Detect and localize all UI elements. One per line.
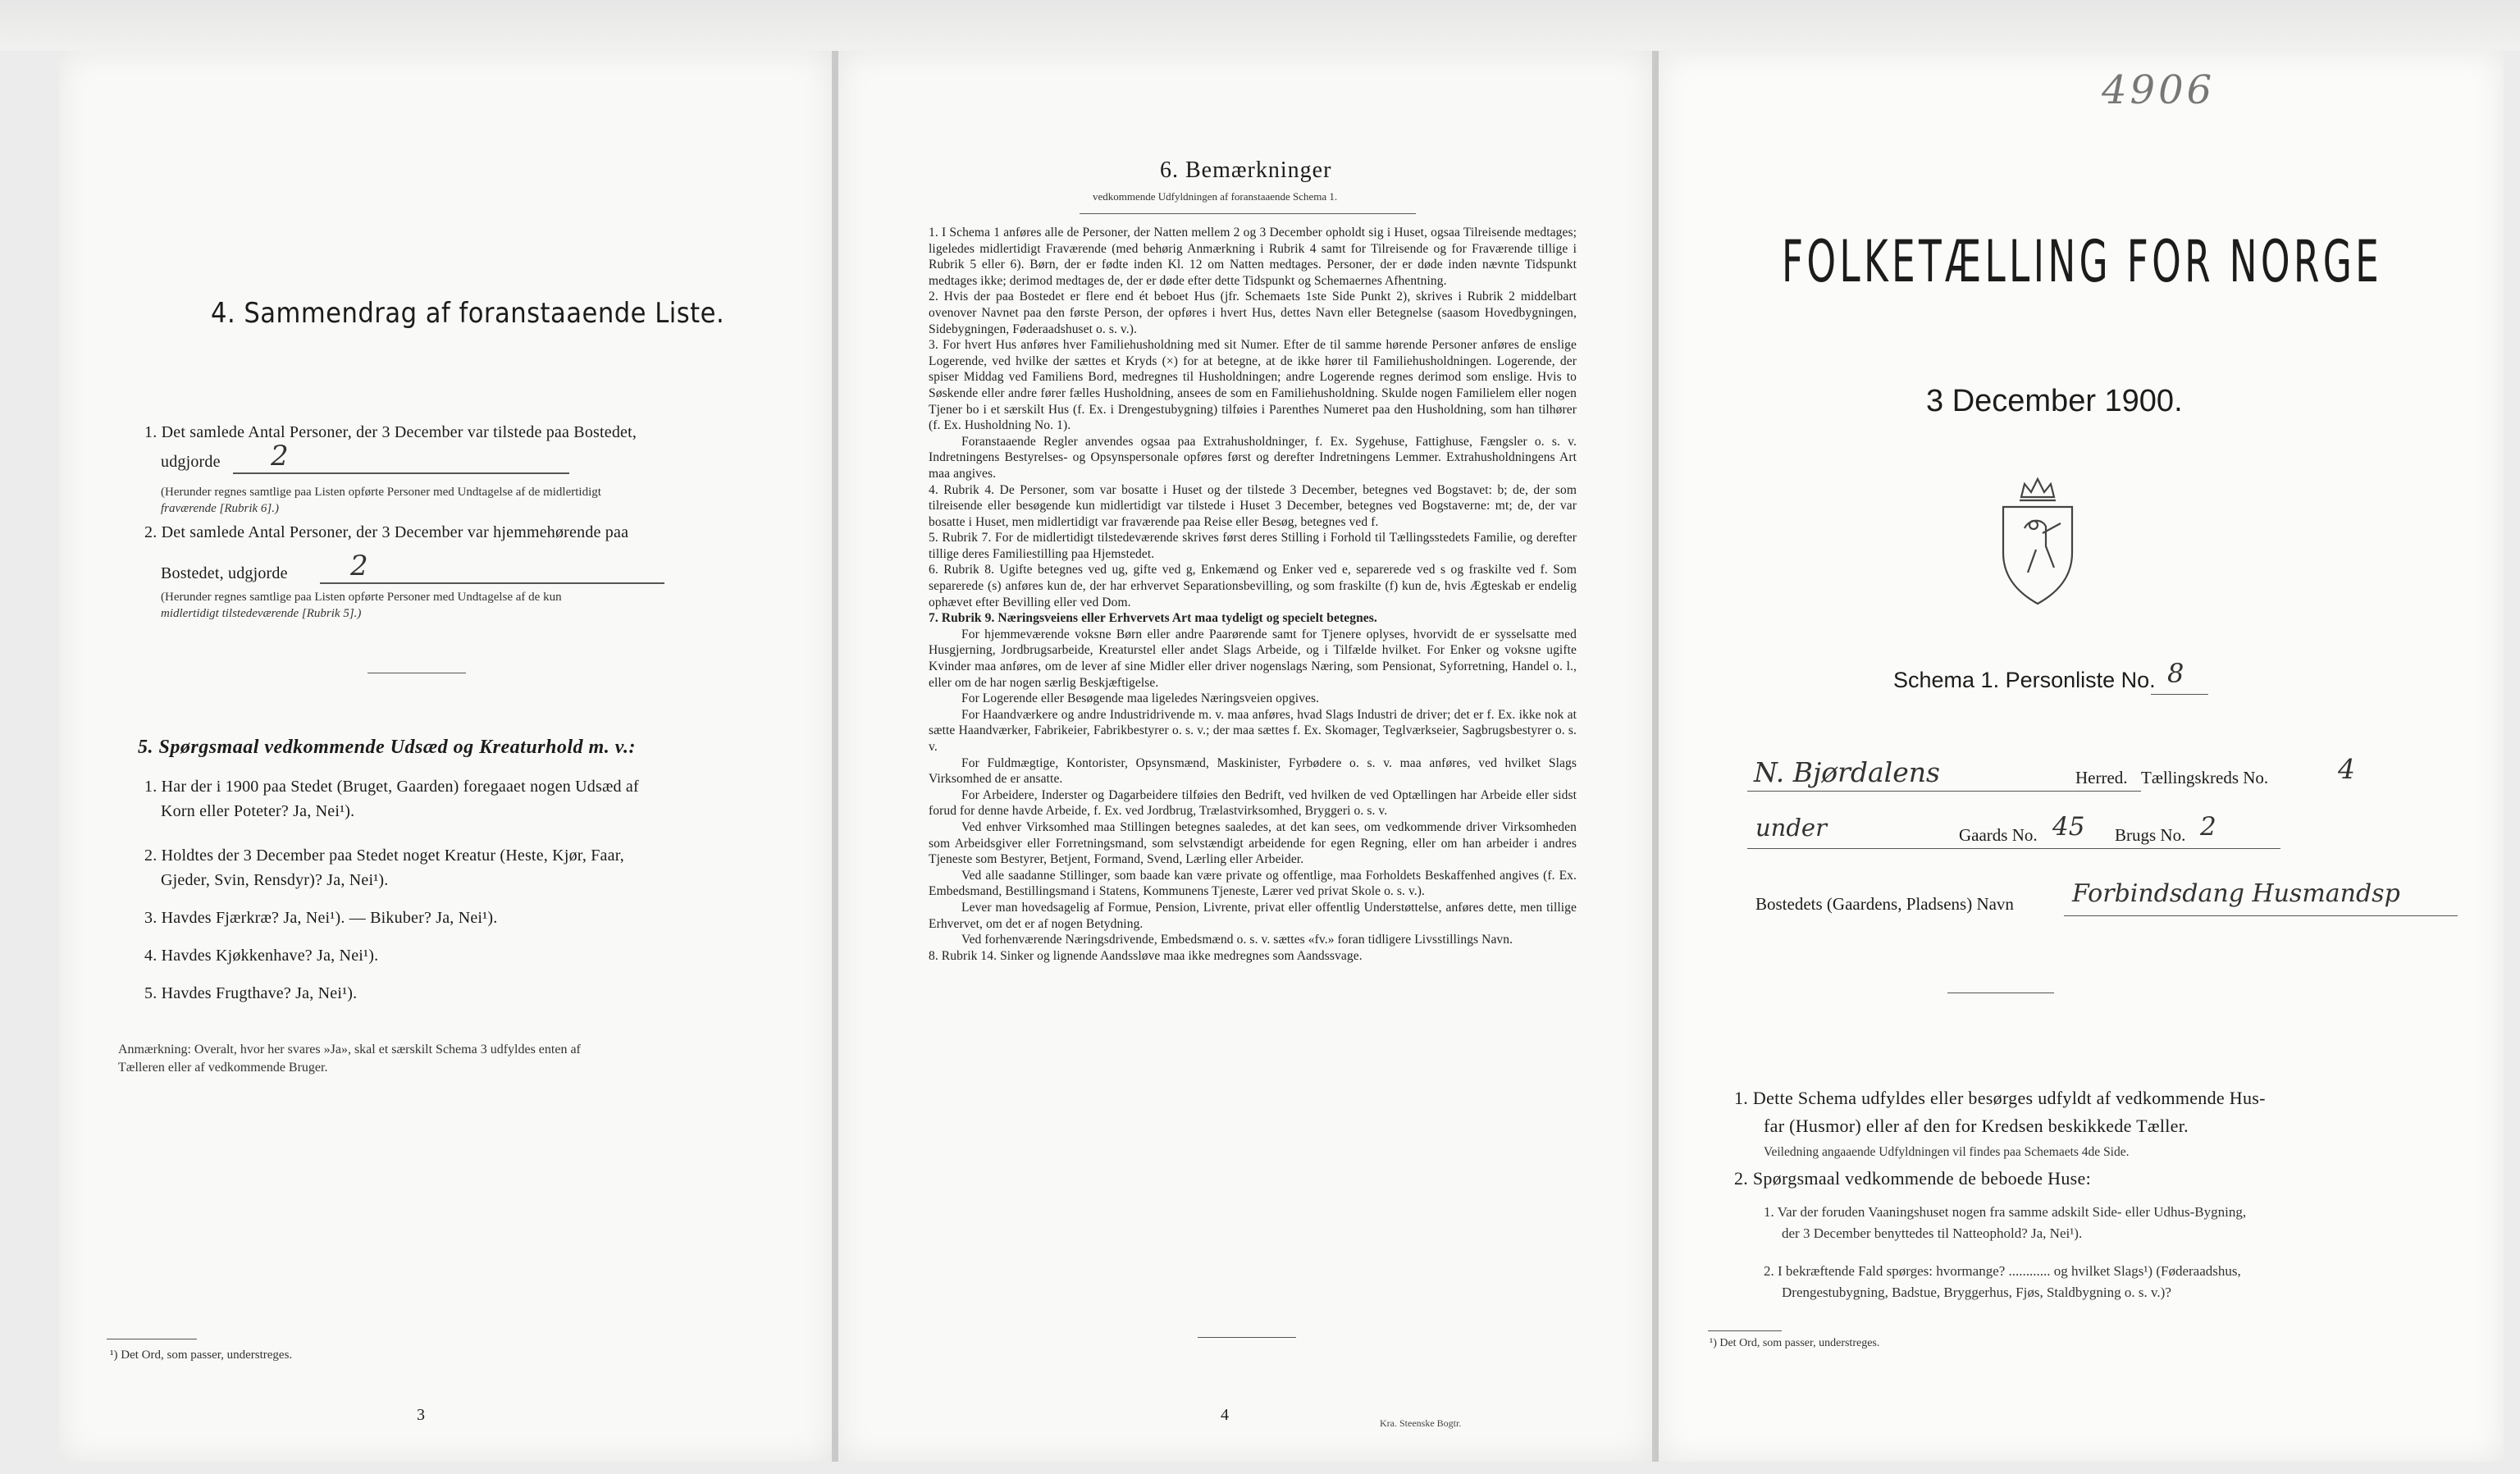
bosted-value: Forbindsdang Husmandsp xyxy=(2072,879,2400,908)
house-q1-line1: 1. Var der foruden Vaaningshuset nogen fra samme adskilt Side- eller Udhus-Bygning, xyxy=(1764,1204,2247,1220)
taellingskreds-value: 4 xyxy=(2338,753,2355,785)
remark-line2: Tælleren eller af vedkommende Bruger. xyxy=(118,1061,328,1075)
fill-line xyxy=(2151,694,2208,695)
section4-item1-note1: (Herunder regnes samtlige paa Listen opførte Personer med Undtagelse af de midlertidigt xyxy=(161,486,601,499)
fill-line xyxy=(233,472,569,474)
section4-item2-note2: midlertidigt tilstedeværende [Rubrik 5].) xyxy=(161,607,362,620)
section4-item2-note1: (Herunder regnes samtlige paa Listen opførte Personer med Undtagelse af de kun xyxy=(161,591,562,604)
fill-line xyxy=(1747,791,2141,792)
coat-of-arms-icon xyxy=(1988,471,2087,610)
remark-paragraph: Ved alle saadanne Stillinger, som baade kan være private og offentlige, maa Forholdets Beskaffenhed angives (f. Ex. Embedsmand, Bestillingsmand i Statens, Kommunens Tjeneste, Lærer ved privat Skole o. s. v.). xyxy=(929,868,1577,899)
remark-paragraph: 6. Rubrik 8. Ugifte betegnes ved ug, gifte ved g, Enkemænd og Enker ved e, separerede ved s og fraskilte ved f. Som separerede (s) anføres kun de, der har erhvervet Separationsbevilling, og som fraskilte (f) kun de, hvis Ægteskab er endelig ophævet efter Bevilling eller ved Dom. xyxy=(929,563,1577,609)
house-q1-line2: der 3 December benyttedes til Natteophold? Ja, Nei¹). xyxy=(1782,1225,2083,1241)
section5-q3: 3. Havdes Fjærkræ? Ja, Nei¹). — Bikuber? Ja, Nei¹). xyxy=(144,909,498,927)
herred-label: Herred. xyxy=(2075,768,2128,787)
instruction1-line2: far (Husmor) eller af den for Kredsen beskikkede Tæller. xyxy=(1764,1116,2189,1136)
remark-paragraph: 7. Rubrik 9. Næringsveiens eller Erhvervets Art maa tydeligt og specielt betegnes. xyxy=(929,611,1377,626)
page-number: 4 xyxy=(1221,1406,1229,1424)
remark-paragraph: 4. Rubrik 4. De Personer, som var bosatte i Huset og der tilstede 3 December, betegnes ved Bogstavet: b; de, der som tilreisende eller besøgende kun midlertidigt var tilstede i Huset 3 December, betegnes ved Bogstaverne: mt; de, der var bosatte i Huset, men midlertidigt var fraværende paa Reise eller Besøg, betegnes ved f. xyxy=(929,482,1577,529)
under-value: under xyxy=(1755,814,1827,842)
remark-paragraph: For Arbeidere, Inderster og Dagarbeidere tilføies den Bedrift, ved hvilken de ved Optællingen har Arbeide eller sidst forud for denne havde Arbeide, f. Ex. ved Jordbrug, Trælastvirksomhed, Bryggeri o. s. v. xyxy=(929,787,1577,819)
house-q2-line2: Drengestubygning, Badstue, Bryggerhus, Fjøs, Staldbygning o. s. v.)? xyxy=(1782,1285,2171,1300)
schema-label: Schema 1. Personliste No. xyxy=(1893,668,2156,692)
fill-line xyxy=(320,582,664,584)
section5-q5: 5. Havdes Frugthave? Ja, Nei¹). xyxy=(144,984,358,1002)
section4-item1-note2: fraværende [Rubrik 6].) xyxy=(161,502,280,515)
brugs-label: Brugs No. xyxy=(2115,825,2186,845)
herred-value: N. Bjørdalens xyxy=(1754,756,1940,788)
section5-q1-line2: Korn eller Poteter? Ja, Nei¹). xyxy=(161,802,355,820)
instruction1-note: Veiledning angaaende Udfyldningen vil findes paa Schemaets 4de Side. xyxy=(1764,1145,2130,1159)
section4-item1-line1: 1. Det samlede Antal Personer, der 3 December var tilstede paa Bostedet, xyxy=(144,423,637,441)
remark-paragraph: For Fuldmægtige, Kontorister, Opsynsmænd, Maskinister, Fyrbødere o. s. v. maa anføres, ved hvilket Slags Virksomhed de er ansatte. xyxy=(929,755,1577,787)
remark-paragraph: Lever man hovedsagelig af Formue, Pension, Livrente, privat eller offentlig Understøttelse, anføres dette, men tillige Erhvervet, om det er af nogen Betydning. xyxy=(929,900,1577,931)
house-q2-line1: 2. I bekræftende Fald spørges: hvormange? ............ og hvilket Slags¹) (Føderaadshus, xyxy=(1764,1263,2241,1279)
fill-line xyxy=(2064,915,2458,916)
section4-item1-label: udgjorde xyxy=(161,453,221,471)
brugs-value: 2 xyxy=(2200,812,2216,842)
remark-paragraph: Foranstaaende Regler anvendes ogsaa paa Extrahusholdninger, f. Ex. Sygehuse, Fattighuse, Fængsler o. s. v. Indretningens Bestyrelses- og Opsynspersonale opføres først og derefter Indretningens Lemmer. Extrahusholdningens Art maa angives. xyxy=(929,434,1577,481)
footnote: ¹) Det Ord, som passer, understreges. xyxy=(110,1349,293,1362)
instruction1-line1: 1. Dette Schema udfyldes eller besørges udfyldt af vedkommende Hus- xyxy=(1734,1088,2266,1108)
scan-top-edge xyxy=(0,0,2520,51)
divider xyxy=(1198,1337,1296,1338)
footnote: ¹) Det Ord, som passer, understreges. xyxy=(1710,1337,1880,1349)
remark-paragraph: Ved enhver Virksomhed maa Stillingen betegnes saaledes, at det kan sees, om vedkommende driver Virksomheden som Arbeidsgiver eller Forretningsmand, som selvstændigt arbeidende for egen Regning, eller om han arbeider i andres Tjeneste som Bestyrer, Betjent, Formand, Svend, Lærling eller Arbeider. xyxy=(929,819,1577,867)
section5-q1-line1: 1. Har der i 1900 paa Stedet (Bruget, Gaarden) foregaaet nogen Udsæd af xyxy=(144,778,639,796)
section4-item1-value: 2 xyxy=(271,440,289,472)
gaards-label: Gaards No. xyxy=(1959,825,2038,845)
divider xyxy=(1080,213,1416,214)
form-title: FOLKETÆLLING FOR NORGE xyxy=(1782,228,2383,295)
section5-q4: 4. Havdes Kjøkkenhave? Ja, Nei¹). xyxy=(144,947,379,965)
gutter xyxy=(832,51,838,1462)
schema-number: 8 xyxy=(2167,658,2184,689)
section5-q2-line1: 2. Holdtes der 3 December paa Stedet noget Kreatur (Heste, Kjør, Faar, xyxy=(144,847,624,865)
remark-paragraph: 1. I Schema 1 anføres alle de Personer, der Natten mellem 2 og 3 December opholdt sig i Huset, ogsaa Tilreisende medtages; ligeledes midlertidigt Fraværende (med behørig Anmærkning i Rubrik 4 samt for Tilreisende og for Fraværende tillige i Rubrik 5 eller 6). Børn, der er fødte inden Kl. 12 om Natten medtages. Personer, der er døde inden nævnte Tidspunkt medtages ikke; derimod medtages de, der er døde efter dette Tidspunkt og Schemaernes Afhentning. xyxy=(929,226,1577,288)
left-page xyxy=(59,51,832,1462)
remark-paragraph: 8. Rubrik 14. Sinker og lignende Aandssløve maa ikke medregnes som Aandssvage. xyxy=(929,948,1363,963)
page-number: 3 xyxy=(417,1406,425,1424)
remark-line1: Anmærkning: Overalt, hvor her svares »Ja», skal et særskilt Schema 3 udfyldes enten af xyxy=(118,1043,581,1056)
section5-title: 5. Spørgsmaal vedkommende Udsæd og Kreaturhold m. v.: xyxy=(138,737,636,758)
remark-paragraph: 2. Hvis der paa Bostedet er flere end ét beboet Hus (jfr. Schemaets 1ste Side Punkt 2), skrives i Rubrik 2 middelbart ovenover Navnet paa den første Person, der opføres i hvert Hus, dettes Navn eller Betegnelse (saasom Hovedbygningen, Sidebygningen, Føderaadshuset o. s. v.). xyxy=(929,290,1577,336)
right-page xyxy=(1659,51,2504,1462)
gutter xyxy=(1652,51,1659,1462)
remarks-title: 6. Bemærkninger xyxy=(1160,157,1332,183)
remarks-subtitle: vedkommende Udfyldningen af foranstaaende Schema 1. xyxy=(1093,190,1338,203)
gaards-value: 45 xyxy=(2052,812,2085,842)
section4-item2-label: Bostedet, udgjorde xyxy=(161,564,288,582)
footnote-rule xyxy=(1708,1330,1782,1331)
remarks-body xyxy=(929,225,1577,964)
remark-paragraph: 5. Rubrik 7. For de midlertidigt tilstedeværende skrives først deres Stilling i Forhold til Tællingsstedets Familie, og derefter tillige deres Familiestilling paa Hjemstedet. xyxy=(929,531,1577,561)
middle-page xyxy=(838,51,1652,1462)
remark-paragraph: 3. For hvert Hus anføres hver Familiehusholdning med sit Numer. Efter de til samme hørende Personer anføres de enslige Logerende, ved hvilke der sættes et Kryds (×) for at betegne, at de ikke hører til Familiehusholdningen. Logerende, der spiser Middag ved Familiens Bord, medregnes til Husholdningen; andre Logerende regnes derimod som enslige. Hvis to Søskende eller andre fører fælles Husholdning, ansees de som en Familiehusholdning. Skulde nogen Familielem eller nogen Tjener bo i et særskilt Hus (f. Ex. i Drengestubygning) tilføies i Parenthes Numeret paa den Husholdning, som han tilhører (f. Ex. Husholdning No. 1). xyxy=(929,338,1577,433)
remark-paragraph: Ved forhenværende Næringsdrivende, Embedsmænd o. s. v. sættes «fv.» foran tidligere Livsstillings Navn. xyxy=(961,933,1513,947)
section4-item2-value: 2 xyxy=(350,550,368,582)
archive-number: 4906 xyxy=(2102,67,2216,113)
taellingskreds-label: Tællingskreds No. xyxy=(2141,768,2269,787)
instruction2: 2. Spørgsmaal vedkommende de beboede Huse: xyxy=(1734,1168,2091,1189)
remark-paragraph: For Haandværkere og andre Industridrivende m. v. maa anføres, hvad Slags Industri de driver; det er f. Ex. ikke nok at sætte Haandværker, Fabrikeier, Fabrikbestyrer o. s. v.; der maa sættes f. Ex. Skomager, Teglværkseier, Sagbrugsbestyrer o. s. v. xyxy=(929,707,1577,754)
fill-line xyxy=(1747,848,2280,849)
remark-paragraph: For Logerende eller Besøgende maa ligeledes Næringsveien opgives. xyxy=(961,691,1320,706)
section5-q2-line2: Gjeder, Svin, Rensdyr)? Ja, Nei¹). xyxy=(161,871,389,889)
form-date: 3 December 1900. xyxy=(1926,384,2183,418)
section4-item2-line1: 2. Det samlede Antal Personer, der 3 December var hjemmehørende paa xyxy=(144,523,629,541)
printer-mark: Kra. Steenske Bogtr. xyxy=(1380,1417,1462,1429)
section4-title: 4. Sammendrag af foranstaaende Liste. xyxy=(211,297,725,330)
bosted-label: Bostedets (Gaardens, Pladsens) Navn xyxy=(1755,894,2014,914)
remark-paragraph: For hjemmeværende voksne Børn eller andre Paarørende samt for Tjenere oplyses, hvorvidt de er sysselsatte med Husgjerning, Jordbrugsarbeide, Kreaturstel eller andet Slags Arbeide, og i Tilfælde hvilket. For Enker og voksne ugifte Kvinder maa anføres, om de lever af sine Midler eller driver nogenslags Næring, som Pensionat, Syforretning, Handel o. l., eller om de har nogen særlig Beskjæftigelse. xyxy=(929,627,1577,690)
